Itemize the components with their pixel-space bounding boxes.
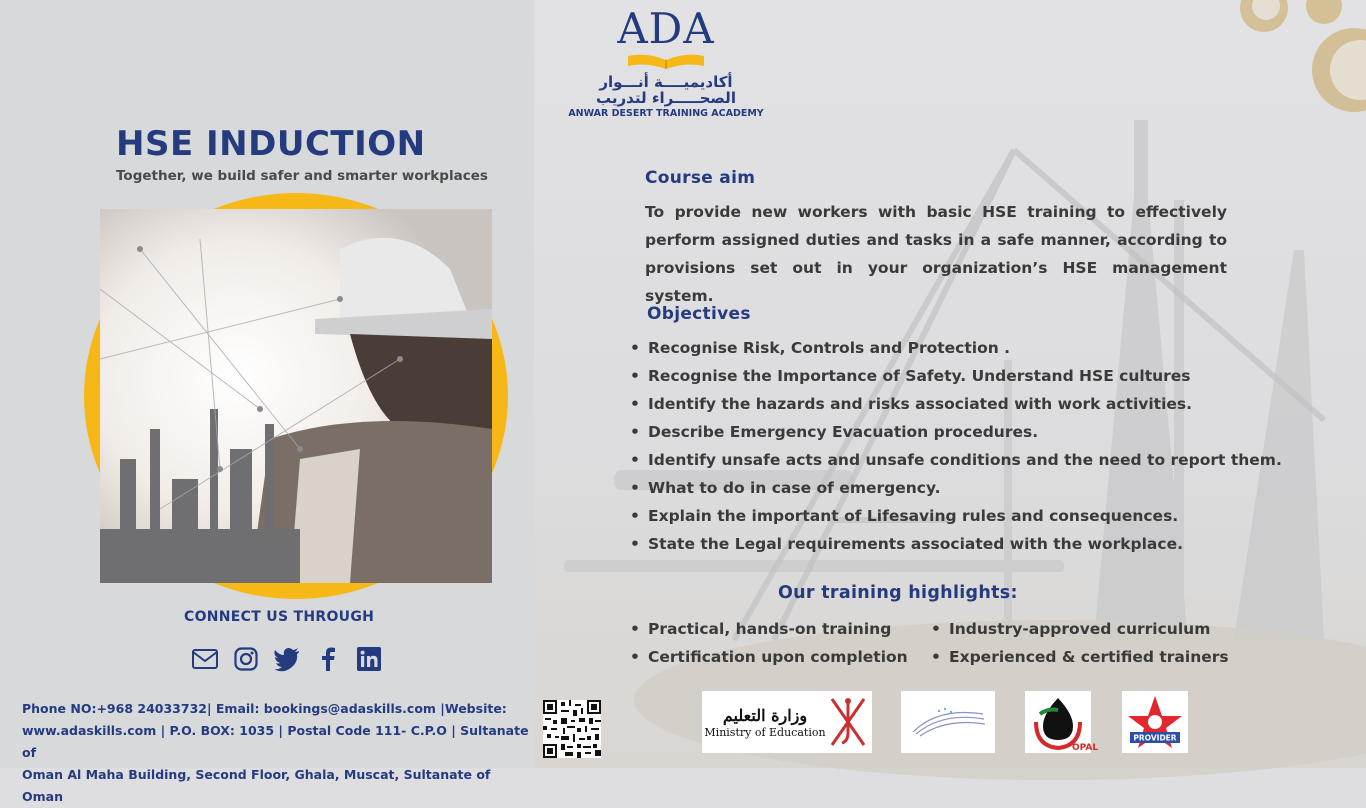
qr-code[interactable] <box>543 700 601 758</box>
partner-opal <box>1025 691 1099 753</box>
opal-label: OPAL <box>1072 743 1099 753</box>
list-item: • Industry-approved curriculum <box>931 615 1229 643</box>
page-subtitle: Together, we build safer and smarter workplaces <box>116 168 488 184</box>
hero-photo-illustration <box>100 209 492 583</box>
ada-logo <box>566 6 766 119</box>
list-item: • Identify the hazards and risks associated with work activities. <box>630 390 1282 418</box>
mail-icon[interactable] <box>192 646 218 672</box>
highlights-list-2 <box>931 615 1229 671</box>
connect-label: CONNECT US THROUGH <box>184 609 375 625</box>
list-item: • Experienced & certified trainers <box>931 643 1229 671</box>
open-book-icon <box>626 52 706 70</box>
objectives-heading: Objectives <box>647 304 751 324</box>
contact-info <box>22 698 534 808</box>
course-aim-heading: Course aim <box>645 168 756 188</box>
list-item: • Practical, hands-on training <box>630 615 908 643</box>
objectives-list <box>630 334 1282 558</box>
list-item: • What to do in case of emergency. <box>630 474 1282 502</box>
page-title: HSE INDUCTION <box>116 124 426 164</box>
list-item: • Describe Emergency Evacuation procedures. <box>630 418 1282 446</box>
list-item: • State the Legal requirements associated with the workplace. <box>630 530 1282 558</box>
highlights-list-1 <box>630 615 908 671</box>
linkedin-icon[interactable] <box>356 646 382 672</box>
list-item: • Recognise the Importance of Safety. Understand HSE cultures <box>630 362 1282 390</box>
logo-arabic-line-2: الصحـــــراء لتدريب <box>596 89 736 107</box>
course-aim-text: To provide new workers with basic HSE training to effectively perform assigned duties and tasks in a safe manner, according to provisions set out in your organization’s HSE management system. <box>645 203 1227 305</box>
contact-line-3: Oman Al Maha Building, Second Floor, Ghala, Muscat, Sultanate of Oman <box>22 767 491 804</box>
facebook-icon[interactable] <box>315 646 341 672</box>
oman-emblem-icon <box>826 693 870 751</box>
social-icons <box>192 646 382 672</box>
logo-english-name: ANWAR DESERT TRAINING ACADEMY <box>568 108 764 119</box>
instagram-icon[interactable] <box>233 646 259 672</box>
twitter-icon[interactable] <box>274 646 300 672</box>
logo-arabic-line-1: أكاديميــــة أنـــوار <box>599 73 733 91</box>
provider-label: PROVIDER <box>1133 733 1177 743</box>
opal-logo-icon <box>1028 692 1099 753</box>
list-item: • Explain the important of Lifesaving rules and consequences. <box>630 502 1282 530</box>
moe-english: Ministry of Education <box>704 725 826 739</box>
highlights-heading: Our training highlights: <box>778 583 1018 603</box>
moe-text <box>704 706 825 739</box>
list-item: • Recognise Risk, Controls and Protection . <box>630 334 1282 362</box>
moe-arabic: وزارة التعليم <box>722 705 808 725</box>
provider-star-icon <box>1124 692 1186 752</box>
logo-mark: ADA <box>617 4 715 53</box>
hero-photo <box>100 209 492 583</box>
list-item: • Certification upon completion <box>630 643 908 671</box>
partner-logo-2 <box>901 691 995 753</box>
contact-line-1: Phone NO:+968 24033732| Email: bookings@adaskills.com |Website: <box>22 701 507 716</box>
list-item: • Identify unsafe acts and unsafe conditions and the need to report them. <box>630 446 1282 474</box>
partner-provider <box>1122 691 1188 753</box>
partner-wave-icon <box>908 702 988 742</box>
partner-ministry-of-education <box>702 691 872 753</box>
contact-line-2: www.adaskills.com | P.O. BOX: 1035 | Postal Code 111- C.P.O | Sultanate of <box>22 723 529 760</box>
